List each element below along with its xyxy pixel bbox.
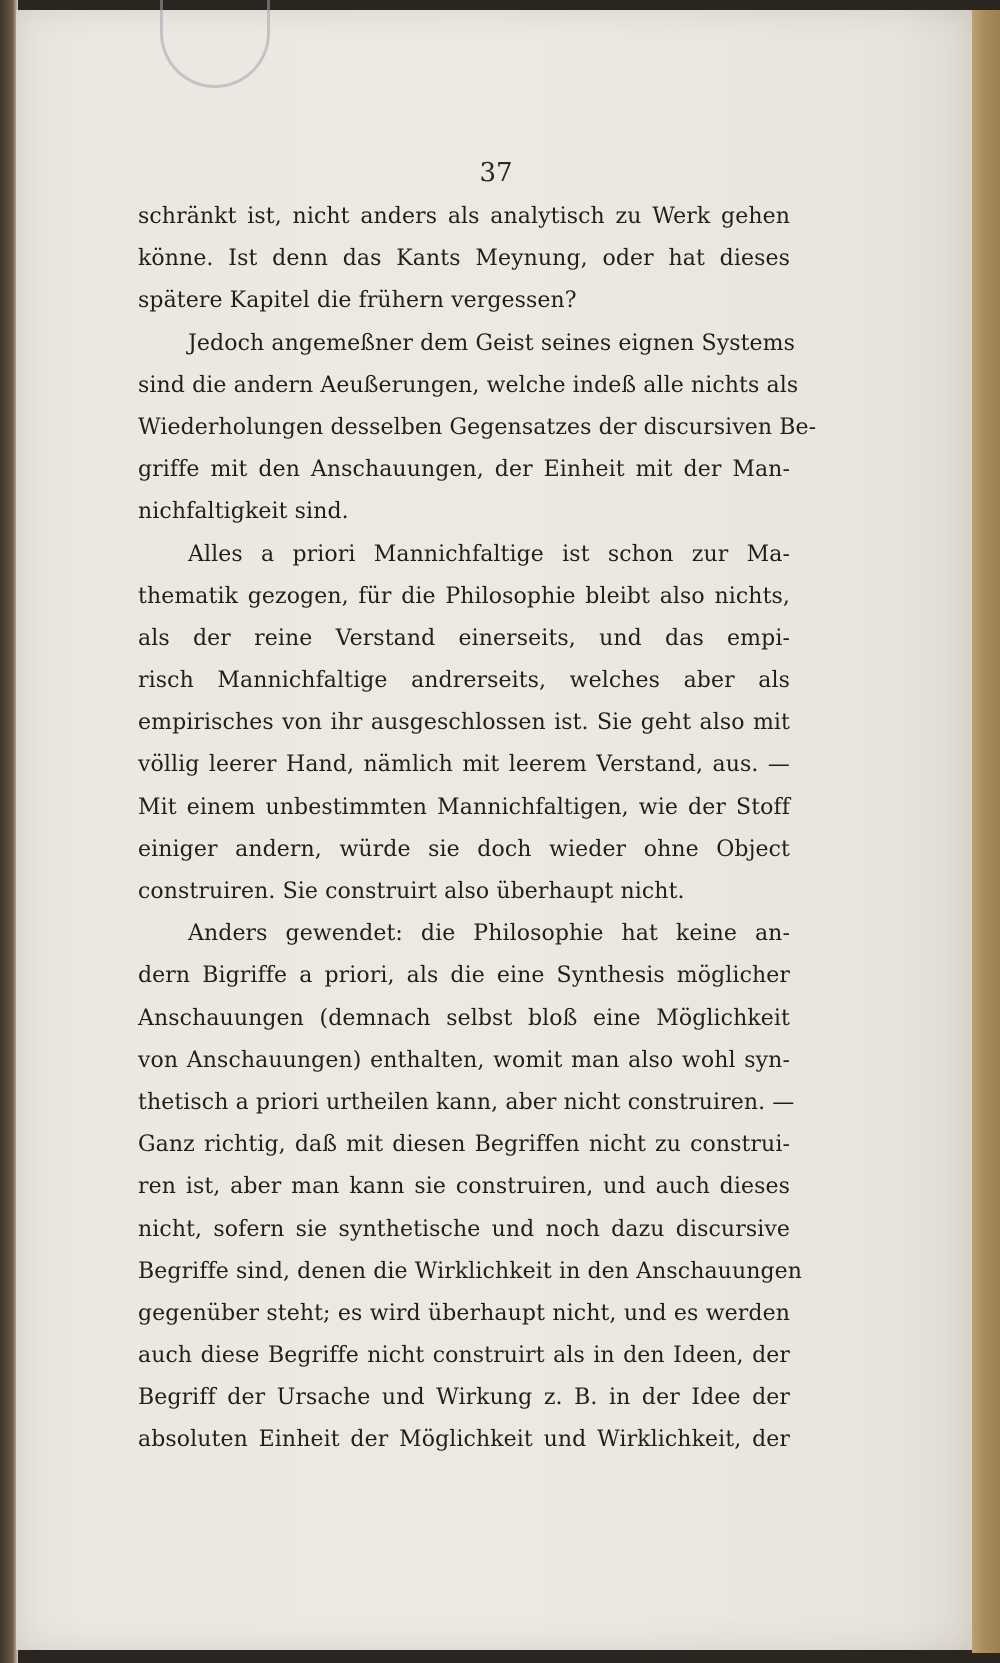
text-line: Begriffe sind, denen die Wirklichkeit in den Anschauungen [138,1258,803,1284]
text-line: spätere Kapitel die frühern vergessen? [138,288,577,314]
text-line: absoluten Einheit der Möglichkeit und Wirklichkeit, der [138,1427,790,1453]
text-line: Mit einem unbestimmten Mannichfaltigen, wie der Stoff [138,794,790,820]
text-line: Anschauungen (demnach selbst bloß eine Möglichkeit [138,1005,790,1031]
body-text [138,196,817,1462]
text-line: Wiederholungen desselben Gegensatzes der discursiven Be- [138,414,817,440]
text-line: schränkt ist, nicht anders als analytisch zu Werk gehen [138,204,790,229]
book-page [16,10,976,1650]
text-line: griffe mit den Anschauungen, der Einheit mit der Man- [138,457,790,483]
text-line: völlig leerer Hand, nämlich mit leerem Verstand, aus. — [138,752,790,778]
text-line: thetisch a priori urtheilen kann, aber nicht construiren. — [138,1089,795,1115]
text-line: gegenüber steht; es wird überhaupt nicht, und es werden [138,1300,790,1326]
page-number: 37 [479,158,513,188]
text-line: Alles a priori Mannichfaltige ist schon zur Ma- [188,541,790,567]
text-line: Begriff der Ursache und Wirkung z. B. in der Idee der [138,1385,790,1411]
text-line: ren ist, aber man kann sie construiren, und auch dieses [138,1174,790,1200]
text-line: risch Mannichfaltige andrerseits, welches aber als [138,668,790,694]
text-line: empirisches von ihr ausgeschlossen ist. Sie geht also mit [138,710,790,736]
text-line: Anders gewendet: die Philosophie hat keine an- [188,921,790,947]
text-line: construiren. Sie construirt also überhaupt nicht. [138,879,685,904]
text-line: dern Bigriffe a priori, als die eine Synthesis möglicher [138,963,790,989]
text-line: sind die andern Aeußerungen, welche indeß alle nichts als [138,372,799,398]
text-line: könne. Ist denn das Kants Meynung, oder hat dieses [138,246,790,272]
text-line: thematik gezogen, für die Philosophie bleibt also nichts, [138,583,790,609]
text-line: einiger andern, würde sie doch wieder ohne Object [138,836,790,862]
text-line: als der reine Verstand einerseits, und das empi- [138,625,790,651]
text-line: nicht, sofern sie synthetische und noch dazu discursive [138,1216,790,1242]
text-line: von Anschauungen) enthalten, womit man also wohl syn- [138,1047,790,1073]
text-line: auch diese Begriffe nicht construirt als in den Ideen, der [138,1343,790,1369]
text-line: Jedoch angemeßner dem Geist seines eignen Systems [188,330,796,356]
text-line: Ganz richtig, daß mit diesen Begriffen nicht zu construi- [138,1132,790,1158]
text-line: nichfaltigkeit sind. [138,499,349,525]
page-edges [972,10,1000,1653]
